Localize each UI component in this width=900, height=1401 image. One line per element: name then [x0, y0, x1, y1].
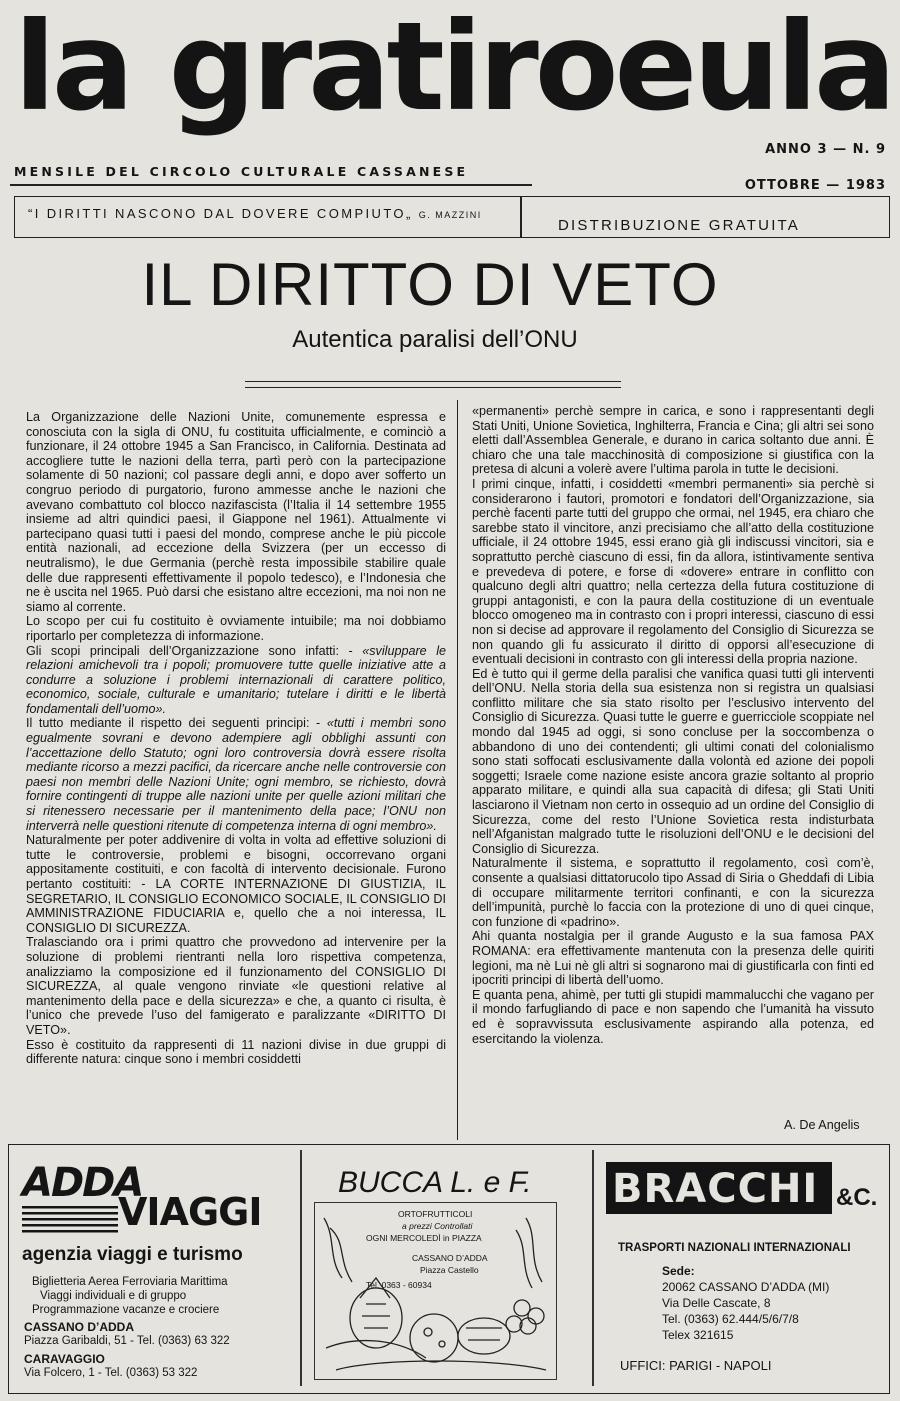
article-subtitle: Autentica paralisi dell’ONU: [292, 326, 578, 353]
bracchi-offices: UFFICI: PARIGI - NAPOLI: [620, 1358, 772, 1373]
bracchi-line: Via Delle Cascate, 8: [662, 1296, 771, 1310]
paragraph: Lo scopo per cui fu costituito è ovviamente intuibile; ma noi dobbiamo riportarlo per completezza di informazione.: [26, 614, 446, 643]
adda-city: CASSANO D’ADDA: [24, 1320, 135, 1334]
bracchi-tagline: TRASPORTI NAZIONALI INTERNAZIONALI: [618, 1242, 851, 1254]
adda-line: Biglietteria Aerea Ferroviaria Marittima: [32, 1276, 228, 1288]
bucca-line: a prezzi Controllati: [402, 1221, 473, 1231]
motto-author: G. MAZZINI: [418, 210, 482, 220]
ad-divider: [592, 1150, 594, 1386]
fruit-basket-illustration: [316, 1208, 554, 1376]
adda-address: Piazza Garibaldi, 51 - Tel. (0363) 63 322: [24, 1335, 230, 1347]
adda-logo-text: ADDA: [22, 1160, 143, 1206]
paragraph: Naturalmente il sistema, e soprattutto il regolamento, così com’è, consente a qualsiasi dittatorucolo tipo Assad di Siria o Gheddafi di Libia di occupare militarmente territori confinanti, e con la sicurezza dell’impunità, purchè lo faccia con la protezione di uno di quei cinque, con funzione di «padrino».: [472, 856, 874, 929]
article-author: A. De Angelis: [784, 1118, 860, 1132]
paragraph: «permanenti» perchè sempre in carica, e sono i rappresentanti degli Stati Uniti, Unione Sovietica, Inghilterra, Francia e Cina; gli altri sei sono eletti dall’Assemblea Generale, e durano in carica soltanto due anni. È chiaro che una tale macchinosità di composizione si giustifica con la pretesa di alcuni a volerè avere l’ultima parola in tutte le decisioni.: [472, 404, 874, 477]
bucca-line: CASSANO D’ADDA: [412, 1253, 488, 1263]
article-column-left: [26, 410, 446, 1067]
paragraph: Gli scopi principali dell’Organizzazione sono infatti: - «sviluppare le relazioni amichevoli tra i popoli; promuovere tutte quelle iniziative atte a condurre a soluzione i problemi internazionali di carattere politico, economico, sociale, culturale e umanitario; tutelare i diritti e le libertà fondamentali dell’uomo».: [26, 643, 446, 716]
column-divider: [457, 400, 458, 1140]
distribution-label: DISTRIBUZIONE GRATUITA: [558, 217, 801, 234]
issue-date: OTTOBRE — 1983: [744, 178, 886, 193]
paragraph: I primi cinque, infatti, i cosiddetti «membri permanenti» sia perchè si considerarono i fautori, promotori e fondatori dell’Organizzazione, sia perchè facenti parte tutti del gruppo che ormai, nel 1945, era chiaro che sarebbe stato il vincitore, anzi precisiamo che all’atto della costituzione ufficiale, il 24 ottobre 1945, essi erano già gli indiscussi vincitori, sia e soprattutto perchè ciascuno di essi, fin da allora, istintivamente sentiva e prevedeva di potere, e forse di «dovere» entrare in conflitto con qualcuno degli altri quattro; nella certezza della futura costituzione di gruppi antagonisti, e con la paura della costituzione di un eventuale blocco omogeneo ma in contrasto con i propri interessi, ciascuno di essi non si decise ad approvare il regolamento del Consiglio di Sicurezza se non quando gli fu assicurato il diritto di opporsi all’esecuzione di eventuali decisioni in contrasto con gli interessi della propria nazione.: [472, 476, 874, 667]
article-title: IL DIRITTO DI VETO: [141, 251, 719, 318]
paragraph: Ahi quanta nostalgia per il grande Augusto e la sua famosa PAX ROMANA: era effettivamente mantenuta con la presenza delle quiriti legioni, ma nè Lui nè gli altri si sognarono mai di giustificarla con finti ed ipocriti principi di libertà dell’uomo.: [472, 929, 874, 988]
title-rule-bottom: [245, 387, 621, 388]
bucca-line: ORTOFRUTTICOLI: [398, 1209, 473, 1219]
masthead-title: la gratiroeula: [14, 0, 893, 138]
adda-line: Programmazione vacanze e crociere: [32, 1304, 220, 1316]
ad-divider: [300, 1150, 302, 1386]
paragraph: Tralasciando ora i primi quattro che provvedono ad intervenire per la soluzione di problemi rientranti nella loro rispettiva competenza, analizziamo la composizione ed il funzionamento del CONSIGLIO DI SICUREZZA, al quale vengono rinviate «le questioni relative al mantenimento della pace e della sicurezza» e che, a quanto ci risulta, è l’unico che prevede l’uso del famigerato e paralizzante «DIRITTO DI VETO».: [26, 935, 446, 1037]
bracchi-line: 20062 CASSANO D’ADDA (MI): [662, 1280, 830, 1294]
bucca-phone: Tel. 0363 - 60934: [366, 1280, 432, 1290]
bucca-name: BUCCA L. e F.: [338, 1166, 532, 1199]
bucca-line: OGNI MERCOLEDÌ in PIAZZA: [366, 1233, 482, 1243]
article-column-right: [472, 404, 874, 1046]
bracchi-line: Tel. (0363) 62.444/5/6/7/8: [662, 1312, 799, 1326]
bracchi-logo-suffix: &C.: [836, 1184, 878, 1211]
bracchi-sede-label: Sede:: [662, 1264, 695, 1278]
paragraph: E quanta pena, ahimè, per tutti gli stupidi mammalucchi che vagano per il mondo farfugliando di pace e non sapendo che l’umanità ha vissuto ed è sopravvissuta esclusivamente aspirando alla potenza, ed esercitando la violenza.: [472, 987, 874, 1046]
bracchi-logo: BRACCHI: [612, 1166, 819, 1212]
title-rule-top: [245, 381, 621, 382]
masthead-subtitle: MENSILE DEL CIRCOLO CULTURALE CASSANESE: [14, 164, 469, 179]
paragraph: La Organizzazione delle Nazioni Unite, comunemente espressa e conosciuta con la sigla di ONU, fu costituita ufficialmente, e cominciò a funzionare, il 24 ottobre 1945 a San Francisco, in California. Destinata ad accogliere tutte le nazioni della terra, partì però con la partecipazione solamente di 50 nazioni; col passare degli anni, e dopo aver sofferto un congruo periodo di purgatorio, furono ammesse anche le nazioni che avevano combattuto col blocco nazifascista (l’Italia il 14 settembre 1955 insieme ad altri quindici paesi, il Giappone nel 1961). Attualmente vi partecipano quasi tutti i paesi del mondo, comprese anche le più piccole entità nazionali, ad eccezione della Svizzera (per un eccesso di neutralismo), le due Germania (perchè resta impossibile stabilire quale delle due rappresenti effettivamente il popolo tedesco), e l’Indonesia che ne è uscita nel 1965. Può darsi che esistano altre eccezioni, ma noi non ne siamo al corrente.: [26, 410, 446, 614]
issue-number: ANNO 3 — N. 9: [765, 142, 886, 157]
paragraph: Ed è tutto qui il germe della paralisi che vanifica quasi tutti gli interventi dell’ONU. Nella storia della sua esistenza non si registra un qualsiasi conflitto militare che sia stato risolto per l’esclusivo intervento del Consiglio di Sicurezza. Quasi tutte le guerre e guerricciole scoppiate nel mondo dal 1945 ad oggi, si sono concluse per la soccombenza o abbandono di uno dei contendenti; gli ultimi conati del colonialismo sono stati soffocati esclusivamente dalla volontà ed azione dei popoli soggetti; Israele come nazione esiste ancora grazie soltanto al proprio apparato militare, e quindi alla sua capacità di difesa; gli Stati Uniti lasciarono il Vietnam non certo in ossequio ad un ordine del Consiglio di Sicurezza, come del resto l’Unione Sovietica resta indisturbata nell’Afganistan malgrado tutte le risoluzioni dell’ONU e le decisioni del Consiglio di Sicurezza.: [472, 666, 874, 856]
adda-city: CARAVAGGIO: [24, 1352, 105, 1366]
paragraph: Esso è costituito da rappresenti di 11 nazioni divise in due gruppi di differente natura: cinque sono i membri cosiddetti: [26, 1037, 446, 1067]
adda-address: Via Folcero, 1 - Tel. (0363) 53 322: [24, 1367, 198, 1379]
adda-line: Viaggi individuali e di gruppo: [40, 1290, 187, 1302]
bucca-line: Piazza Castello: [420, 1265, 479, 1275]
paragraph: Naturalmente per poter addivenire di volta in volta ad effettive soluzioni di tutte le controversie, problemi e bisogni, occorrevano organi appositamente costituiti, e con facoltà di intervento decisionale. Furono pertanto costituiti: - LA CORTE INTERNAZIONE DI GIUSTIZIA, IL SEGRETARIO, IL CONSIGLIO ECONOMICO SOCIALE, IL CONSIGLIO DI AMMINISTRAZIONE FIDUCIARIA e, quello che a noi interessa, IL CONSIGLIO DI SICUREZZA.: [26, 833, 446, 935]
subtitle-rule: [10, 184, 532, 186]
motto-quote: “I DIRITTI NASCONO DAL DOVERE COMPIUTO„ G. MAZZINI: [28, 206, 482, 221]
adda-tagline: agenzia viaggi e turismo: [22, 1244, 243, 1265]
paragraph: Il tutto mediante il rispetto dei seguenti principi: - «tutti i membri sono egualmente sovrani e devono adempiere agli obblighi assunti con l’accettazione dello Statuto; ogni loro controversia dovrà essere risolta mediante ricorso a mezzi pacifici, da ricercare anche nelle controversie con paesi non membri delle Nazioni Unite; ogni membro, se richiesto, dovrà fornire contingenti di truppe alle nazioni unite per quelle azioni militari che si ritenessero necessarie per il mantenimento della pace; l’ONU non interverrà nelle questioni ritenute di competenza interna di ogni membro».: [26, 716, 446, 833]
bracchi-line: Telex 321615: [662, 1328, 734, 1342]
viaggi-logo-text: VIAGGI: [118, 1190, 262, 1234]
